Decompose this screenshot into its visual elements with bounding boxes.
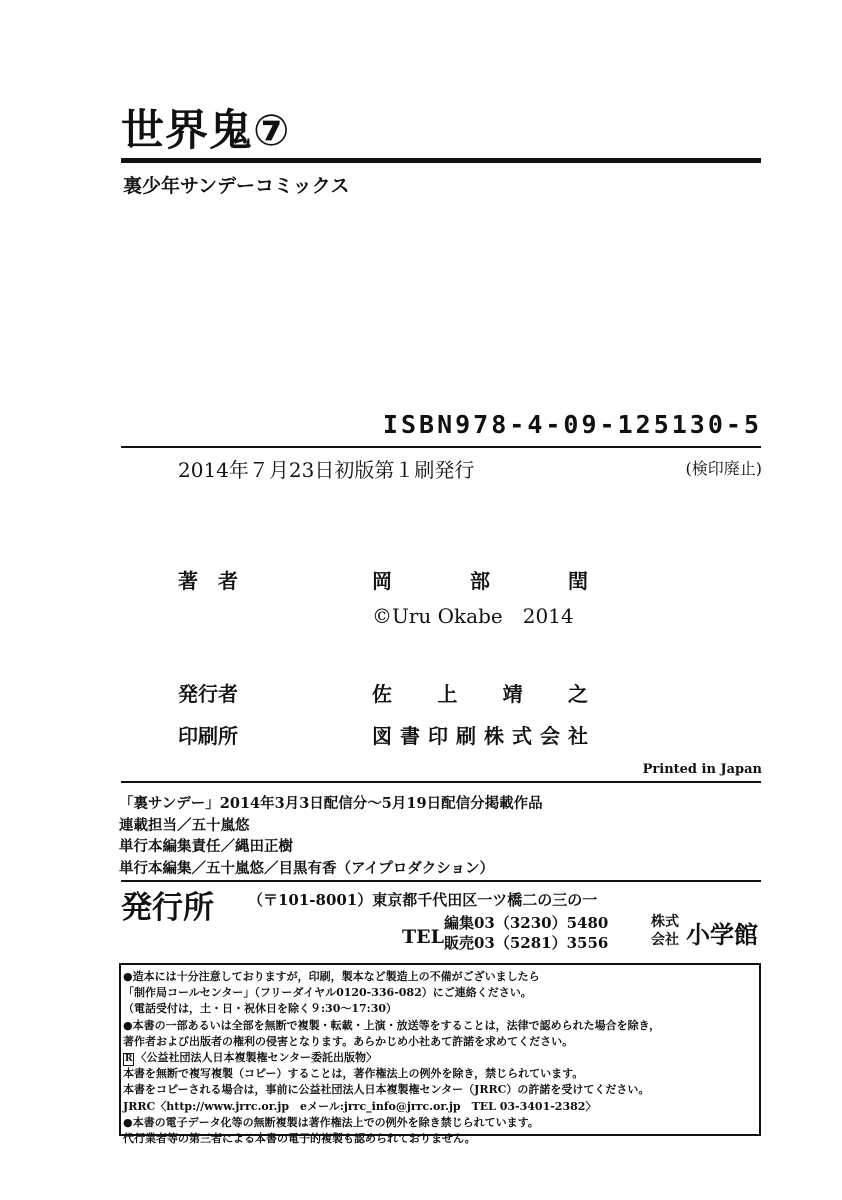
- series-label: 裏少年サンデーコミックス: [123, 175, 350, 197]
- printer-name-char: 会: [540, 724, 560, 748]
- printed-in-japan: Printed in Japan: [642, 762, 762, 777]
- publisher-person-label: 発行者: [178, 682, 238, 706]
- printer-name-char: 式: [512, 724, 532, 748]
- notice-line: 著作者および出版者の権利の侵害となります。あらかじめ小社あて許諾を求めてください。: [123, 1034, 574, 1048]
- author-name: [372, 567, 588, 595]
- publisher-address: （〒101-8001）東京都千代田区一ツ橋二の三の一: [248, 891, 598, 909]
- publisher-name-char: 上: [437, 682, 458, 706]
- printer-name-char: 印: [428, 724, 448, 748]
- registered-mark-icon: R: [125, 1054, 133, 1065]
- edition-date: 2014年７月23日初版第１刷発行: [178, 458, 475, 482]
- tel-label: TEL: [402, 926, 444, 948]
- company-kind: [651, 913, 679, 949]
- book-title: 世界鬼⑦: [121, 106, 291, 156]
- credits-block: [119, 793, 543, 879]
- company-kind-line: 会社: [651, 932, 679, 948]
- credits-bottom-rule: [121, 880, 761, 882]
- tel-line-editorial: 編集03（3230）5480: [444, 914, 609, 932]
- tel-lines: [444, 913, 608, 953]
- kenin-notice: (検印廃止): [685, 459, 762, 478]
- printer-name-char: 社: [568, 724, 588, 748]
- isbn: ISBN978-4-09-125130-5: [382, 410, 762, 439]
- copyright-notice: ©Uru Okabe 2014: [372, 604, 574, 628]
- author-name-char: 部: [470, 569, 490, 593]
- printer-name-char: 刷: [456, 724, 476, 748]
- notice-line: 本書を無断で複写複製（コピー）することは，著作権法上の例外を除き，禁じられています。: [123, 1067, 584, 1081]
- printer-name-char: 書: [400, 724, 420, 748]
- publisher-label: 発行所: [121, 890, 214, 926]
- credit-line: 単行本編集／五十嵐悠／目黒有香（アイプロダクション）: [119, 859, 494, 877]
- company-kind-line: 株式: [651, 914, 679, 930]
- legal-notice: [123, 969, 660, 1147]
- title-rule: [121, 158, 761, 163]
- notice-line: ●造本には十分注意しておりますが，印刷，製本など製造上の不備がございましたら: [123, 970, 540, 983]
- notice-box-top: [119, 963, 761, 965]
- credit-line: 「裏サンデー」2014年3月3日配信分〜5月19日配信分掲載作品: [119, 795, 543, 812]
- author-name-char: 岡: [372, 569, 392, 593]
- author-label: 著 者: [178, 569, 238, 593]
- printer-name: [372, 722, 588, 750]
- isbn-rule: [121, 446, 761, 448]
- printer-name-char: 図: [372, 724, 392, 748]
- printer-name-char: 株: [484, 724, 504, 748]
- notice-line: ●本書の電子データ化等の無断複製は著作権法上での例外を除き禁じられています。: [123, 1115, 539, 1129]
- notice-box-right: [759, 963, 761, 1136]
- notice-line: 本書をコピーされる場合は，事前に公益社団法人日本複製権センター（JRRC）の許諾を受けてください。: [123, 1083, 650, 1097]
- notice-line: 代行業者等の第三者による本書の電子的複製も認められておりません。: [123, 1132, 476, 1146]
- notice-line: 「制作局コールセンター」（フリーダイヤル0120-336-082）にご連絡ください。: [123, 986, 532, 1000]
- notice-line: ●本書の一部あるいは全部を無断で複製・転載・上演・放送等をすることは，法律で認められた場合を除き，: [123, 1018, 661, 1032]
- notice-line-jrrc: R 〈公益社団法人日本複製権センター委託出版物〉: [125, 1051, 378, 1065]
- notice-line: （電話受付は，土・日・祝休日を除く９:30〜17:30）: [123, 1002, 398, 1016]
- publisher-name-char: 佐: [372, 682, 392, 706]
- credit-line: 連載担当／五十嵐悠: [119, 816, 250, 834]
- company-name: 小学館: [686, 921, 758, 949]
- publisher-name-char: 靖: [502, 682, 523, 706]
- credit-line: 単行本編集責任／縄田正樹: [119, 838, 293, 855]
- printer-label: 印刷所: [178, 724, 238, 748]
- publisher-name-char: 之: [567, 682, 588, 706]
- credits-top-rule: [121, 781, 761, 783]
- notice-box-left: [119, 963, 121, 1136]
- publisher-person-name: [372, 680, 588, 708]
- tel-line-sales: 販売03（5281）3556: [444, 934, 609, 952]
- author-name-char: 閏: [568, 569, 588, 593]
- notice-line: JRRC〈http://www.jrrc.or.jp eメール:jrrc_info@jrrc.or.jp TEL 03-3401-2382〉: [123, 1099, 597, 1113]
